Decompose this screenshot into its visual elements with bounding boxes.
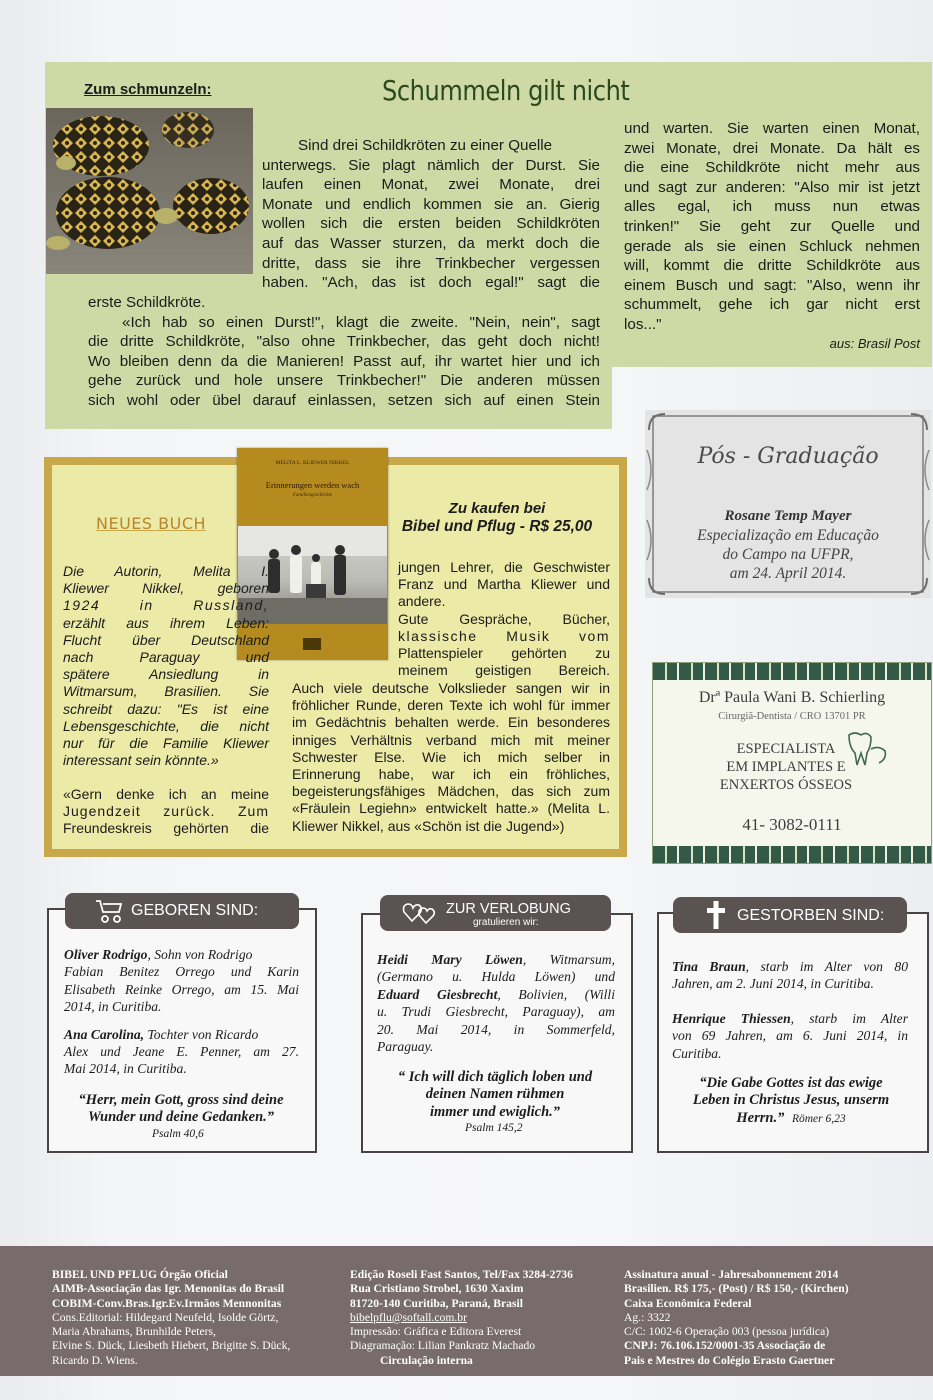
book-quote-line: Erinnerung habe, war ich ein fröhliches, (292, 766, 610, 783)
book-buy-line2: Bibel und Pflug - R$ 25,00 (401, 518, 593, 535)
engaged-name: Heidi Mary Löwen (377, 952, 523, 967)
story-line: schummelt, gehe ich gar nicht erst (624, 296, 920, 314)
born-text: Elisabeth Reinke Orrego, am 15. Mai (64, 981, 299, 997)
masthead-footer (0, 1246, 933, 1376)
story-line: Sind drei Schildkröten zu einer Quelle (298, 137, 553, 154)
story-line: wollen sich die ersten beiden Schildkröten (262, 215, 600, 233)
born-entries (64, 946, 299, 1078)
story-line: und warten. Sie warten einen Monat, (624, 120, 920, 137)
born-text: , Sohn von Rodrigo (147, 947, 253, 962)
story-line: trinken!" Sie geht zur Quelle und (624, 217, 920, 235)
footer-line: Maria Abrahams, Brunhilde Peters, (52, 1325, 216, 1339)
footer-line: Elvine S. Dück, Liesbeth Hiebert, Brigitte S. Dück, (52, 1339, 291, 1353)
footer-line: CNPJ: 76.106.152/0001-35 Associação de (624, 1339, 826, 1353)
story-line: einem Busch und sagt: "Also, wenn ihr (624, 276, 920, 294)
book-intro-line: Die Autorin, Melita I. (63, 563, 269, 579)
graduation-line3: am 24. April 2014. (729, 565, 847, 582)
story-line: die eine Schildkröte nicht mehr aus (624, 159, 920, 177)
dentist-spec2: EM IMPLANTES E (726, 759, 846, 775)
story-title: Schummeln gilt nicht (382, 74, 630, 107)
book-intro-line: Lebensgeschichte, die nicht (63, 717, 269, 734)
died-entries (672, 958, 908, 1062)
born-text: Fabian Benitez Orrego und Karin (64, 964, 299, 980)
footer-line: Circulação interna (380, 1353, 473, 1367)
dentist-name: Drª Paula Wani B. Schierling (698, 689, 886, 706)
book-section-title: NEUES BUCH (96, 514, 207, 533)
book-intro-line: spätere Ansiedlung in (63, 666, 269, 683)
story-line: los..." (624, 315, 662, 333)
born-verse-line: Wunder und deine Gedanken.” (87, 1109, 275, 1126)
footer-line: Edição Roseli Fast Santos, Tel/Fax 3284-2736 (350, 1268, 573, 1281)
story-line: laufen einen Monat, zwei Monate, drei (262, 176, 600, 194)
footer-line: 81720-140 Curitiba, Paraná, Brasil (350, 1296, 523, 1310)
died-verse-line: “Die Gabe Gottes ist das ewige (699, 1075, 883, 1091)
dentist-spec3: ENXERTOS ÓSSEOS (719, 777, 853, 793)
footer-line: Impressão: Gráfica e Editora Everest (350, 1325, 522, 1339)
book-quote-line: begeisterungsfähiges Mädchen, das sich zum (292, 783, 610, 800)
engaged-subheader: gratulieren wir: (473, 917, 539, 928)
book-intro-line: schreibt dazu: "Es ist eine (63, 700, 269, 717)
story-column-1-top (262, 136, 600, 293)
died-name: Tina Braun (672, 959, 746, 974)
born-header (65, 893, 299, 929)
died-text: , starb im Alter (790, 1010, 908, 1026)
died-verse (666, 1075, 916, 1128)
engaged-text: 20. Mai 2014, in Sommerfeld, (377, 1021, 615, 1037)
footer-line: Caixa Econômica Federal (624, 1296, 752, 1310)
story-line: will, kommt die dritte Schildkröte aus (624, 257, 920, 275)
book-intro-line: nach Paraguay und (63, 649, 269, 666)
story-line: erste Schildkröte. (88, 294, 206, 311)
dentist-spec1: ESPECIALISTA (736, 741, 836, 757)
story-line: und sagt zur anderen: "Also mir ist jetzt (624, 178, 920, 196)
born-text: Mai 2014, in Curitiba. (64, 1061, 187, 1077)
footer-line: COBIM-Conv.Bras.Igr.Ev.Irmãos Mennonitas (52, 1296, 282, 1310)
engaged-entries (377, 951, 615, 1055)
engaged-verse-ref: Psalm 145,2 (465, 1122, 523, 1134)
footer-line: AIMB-Associação das Igr. Menonitas do Brasil (52, 1282, 285, 1296)
engaged-text: (Germano u. Hulda Löwen) und (377, 969, 615, 985)
story-line: auf das Wasser sturzen, da merkt doch die (262, 234, 600, 252)
book-intro-line: Flucht über Deutschland (63, 631, 269, 648)
died-text: Curitiba. (672, 1045, 722, 1061)
engaged-header-label: ZUR VERLOBUNG (446, 901, 571, 917)
cross-icon (705, 900, 727, 930)
died-text: von 69 Jahren, am 6. Juni 2014, in (672, 1028, 908, 1044)
footer-col-publisher (52, 1268, 337, 1368)
book-quote-line: «Fräulein Legiehn» entwickelt hatte.» (Melita L. (292, 800, 610, 817)
born-text: Tochter von Ricardo (144, 1026, 259, 1042)
born-text: 2014, in Curitiba. (64, 999, 162, 1015)
engaged-verse (371, 1069, 619, 1121)
story-line: dritte, dass sie ihre Trinkbecher vergessen (262, 254, 600, 272)
book-quote-line: klassische Musik vom (398, 627, 610, 644)
story-line: sich wohl oder übel darauf einlassen, setzen sich auf einen Stein (88, 391, 600, 409)
book-quote-left (63, 786, 269, 838)
engaged-verse-line: “ Ich will dich täglich loben und (397, 1069, 593, 1085)
book-quote-right-bottom (292, 680, 610, 835)
footer-col-subscription (624, 1268, 914, 1368)
book-quote-line: fröhlicher Runde, deren Texte ich wohl für immer (292, 697, 610, 714)
footer-line: Ag.: 3322 (624, 1310, 671, 1324)
book-quote-line: Kliewer Nikkel, aus «Schön ist die Jugend») (292, 817, 565, 834)
book-cover-author: MELITA L. KLIEWER NIKKEL (275, 460, 350, 466)
footer-line: Cons.Editorial: Hildegard Neufeld, Isolde Görtz, (52, 1310, 279, 1324)
book-buy-line1: Zu kaufen bei (448, 500, 546, 517)
story-line: unterwegs. Sie plagt nämlich der Durst. Sie (262, 156, 600, 174)
engaged-name: Eduard Giesbrecht (377, 986, 498, 1002)
story-source: aus: Brasil Post (829, 336, 920, 351)
book-quote-line: andere. (398, 593, 446, 610)
story-line: zwei Monate, drei Monate. Da hält es (624, 139, 920, 157)
died-header-label: GESTORBEN SIND: (737, 907, 885, 924)
born-name: Ana Carolina, (64, 1026, 145, 1042)
died-verse-line: Herrn.” (736, 1109, 785, 1126)
book-cover-subtitle: Familiengeschichte (292, 493, 333, 498)
book-quote-line: Gute Gespräche, Bücher, (398, 610, 610, 627)
book-quote-line: «Gern denke ich an meine (63, 786, 269, 802)
footer-line: Brasilien. R$ 175,- (Post) / R$ 150,- (Kirchen) (624, 1282, 849, 1296)
book-intro-line: interessant sein könnte.» (63, 752, 219, 769)
book-intro-line: nur für die Familie Kliewer (63, 735, 269, 752)
book-quote-line: im Gedächtnis behalten werde. Ein besonderes (292, 714, 610, 731)
book-quote-line: Franz und Martha Kliewer und (398, 576, 610, 593)
died-header (673, 897, 907, 933)
book-cover-title: Erinnerungen werden wach (265, 480, 360, 490)
book-intro (63, 563, 269, 769)
story-line: die dritte Schildkröte, "also ohne Trinkbecher, das geht doch nicht! (88, 333, 600, 351)
engaged-text: Paraguay. (377, 1039, 434, 1055)
story-line: gehe zurück und hole unsere Trinkbecher!" Die anderen müssen (88, 372, 600, 390)
born-verse-line: “Herr, mein Gott, gross sind deine (78, 1092, 284, 1108)
footer-line: Assinatura anual - Jahresabonnement 2014 (624, 1268, 839, 1281)
dentist-top-border (653, 663, 931, 680)
died-name: Henrique Thiessen (672, 1010, 791, 1026)
hearts-icon (402, 901, 438, 925)
turtles-photo (46, 108, 253, 274)
engaged-text: , Witmarsum, (522, 952, 615, 967)
book-intro-line: 1924 in Russland, (63, 597, 269, 614)
book-quote-line: Plattenspieler gehörten zu (398, 645, 610, 662)
footer-line: Rua Cristiano Strobel, 1630 Xaxim (350, 1282, 524, 1296)
footer-line: Diagramação: Lilian Pankratz Machado (350, 1339, 536, 1353)
footer-line: Pais e Mestres do Colégio Erasto Gaertner (624, 1353, 835, 1367)
footer-email-link[interactable]: bibelpflu@softall.com.br (350, 1310, 467, 1324)
graduation-line2: do Campo na UFPR, (722, 546, 854, 563)
book-intro-line: erzählt aus ihrem Leben: (63, 614, 269, 631)
dentist-role: Cirurgiã-Dentista / CRO 13701 PR (718, 711, 866, 722)
footer-line: C/C: 1002-6 Operação 003 (pessoa jurídica) (624, 1325, 830, 1339)
book-quote-line: meinem geistigen Bereich. (398, 662, 610, 679)
born-text: Alex und Jeane E. Penner, am 27. (64, 1044, 299, 1060)
baby-carriage-icon (93, 898, 123, 924)
story-line: haben. "Ach, das ist doch egal!" sagt die (262, 274, 600, 292)
story-line: alles egal, ich muss nun etwas (624, 198, 920, 216)
died-text: Jahren, am 2. Juni 2014, in Curitiba. (672, 976, 874, 992)
book-quote-line: Jugendzeit zurück. Zum (63, 803, 269, 820)
dentist-phone: 41- 3082-0111 (742, 815, 842, 834)
engaged-header (380, 895, 611, 931)
story-column-1-bottom (88, 293, 600, 411)
story-kicker: Zum schmunzeln: (84, 81, 212, 98)
publisher-logo-icon (303, 638, 321, 650)
book-quote-right-top (398, 559, 610, 679)
engaged-verse-line: deinen Namen rühmen (425, 1086, 565, 1103)
born-header-label: GEBOREN SIND: (131, 902, 259, 919)
footer-col-edition (350, 1268, 615, 1368)
book-quote-line: Schwester Else. Wie ich mich selber in (292, 748, 610, 765)
died-verse-line: Leben in Christus Jesus, unserm (692, 1092, 890, 1109)
engaged-text: , Bolivien, (Willi (497, 986, 615, 1002)
engaged-text: u. Trudi Giesbrecht, Paraguay), am (377, 1004, 615, 1020)
graduation-line1: Especialização em Educação (697, 527, 879, 544)
died-verse-ref: Römer 6,23 (791, 1112, 846, 1125)
born-name: Oliver Rodrigo (64, 947, 148, 962)
book-quote-line: Freundeskreis gehörten die (63, 820, 269, 837)
tooth-icon (845, 729, 889, 771)
dentist-card (652, 662, 932, 864)
dentist-bottom-border (653, 846, 931, 863)
book-intro-line: Witmarsum, Brasilien. Sie (63, 683, 269, 700)
book-quote-line: inniges Verhältnis verband mich mit meiner (292, 731, 610, 748)
book-quote-line: Auch viele deutsche Volkslieder sangen wir in (292, 680, 610, 696)
graduation-name: Rosane Temp Mayer (724, 508, 852, 524)
footer-line: Ricardo D. Wiens. (52, 1353, 138, 1367)
story-line: Monate und endlich kommen sie an. Gierig (262, 195, 600, 213)
graduation-title: Pós - Graduação (697, 444, 879, 469)
engaged-verse-line: immer und ewiglich.” (429, 1103, 561, 1120)
born-verse-ref: Psalm 40,6 (152, 1128, 204, 1140)
story-line: «Ich hab so einen Durst!", klagt die zweite. "Nein, nein", sagt (122, 313, 600, 331)
born-verse (58, 1092, 304, 1127)
died-text: , starb im Alter von 80 (745, 959, 908, 974)
book-quote-line: jungen Lehrer, die Geschwister (398, 559, 610, 575)
story-line: gerade als sie einen Schluck nehmen (624, 237, 920, 255)
footer-line: BIBEL UND PFLUG Órgão Oficial (52, 1268, 228, 1281)
book-intro-line: Kliewer Nikkel, geboren (63, 580, 269, 597)
story-line: Wo bleiben denn da die Manieren! Passt auf, ihr wartet hier und ich (88, 352, 600, 370)
graduation-card (645, 410, 931, 598)
story-column-2 (624, 119, 920, 335)
